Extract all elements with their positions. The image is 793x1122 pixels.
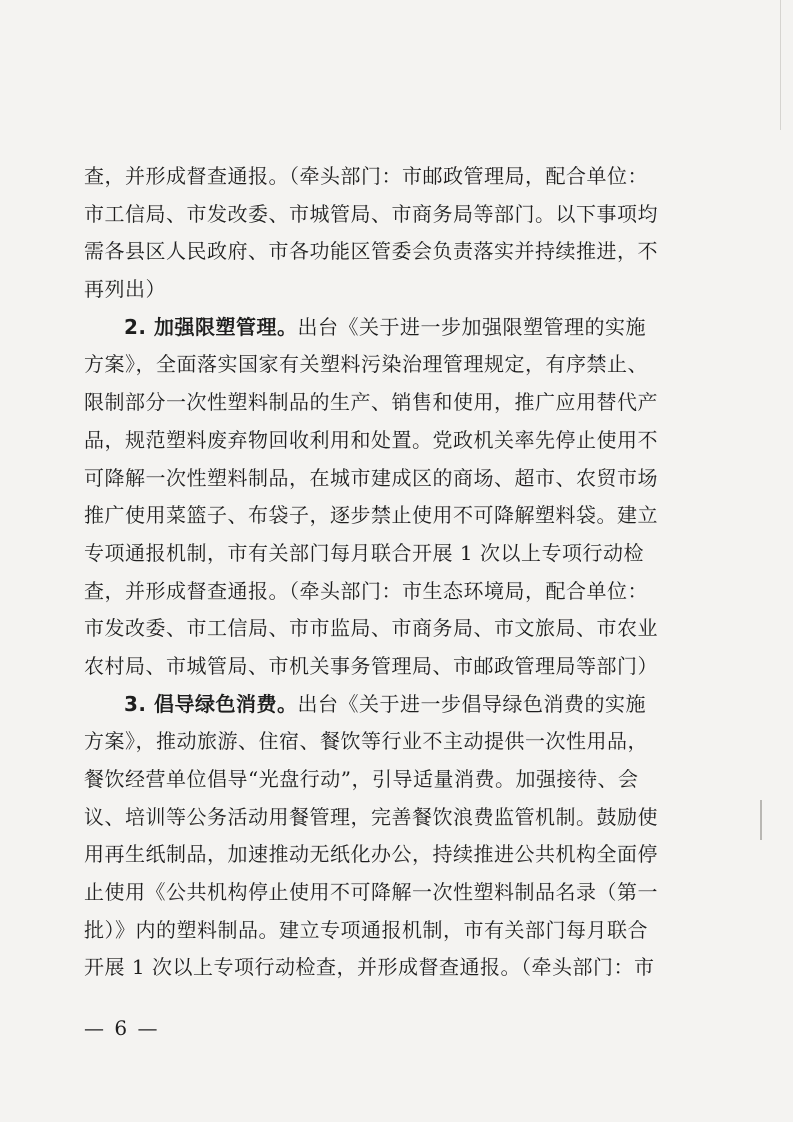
text-line: 限制部分一次性塑料制品的生产、销售和使用，推广应用替代产	[84, 390, 658, 415]
text-line: 专项通报机制，市有关部门每月联合开展 1 次以上专项行动检	[84, 540, 644, 565]
text-line: 查，并形成督查通报。（牵头部门：市邮政管理局，配合单位：	[84, 164, 648, 188]
text-line: 市发改委、市工信局、市市监局、市商务局、市文旅局、市农业	[84, 616, 658, 641]
text-line: 餐饮经营单位倡导“光盘行动”，引导适量消费。加强接待、会	[84, 767, 639, 791]
text-line: 批）》内的塑料制品。建立专项通报机制，市有关部门每月联合	[84, 917, 648, 942]
body-text	[84, 158, 664, 987]
text-line: 推广使用菜篮子、布袋子，逐步禁止使用不可降解塑料袋。建立	[84, 503, 658, 528]
text-line: 议、培训等公务活动用餐管理，完善餐饮浪费监管机制。鼓励使	[84, 804, 658, 829]
text-line: 农村局、市城管局、市机关事务管理局、市邮政管理局等部门）	[84, 653, 658, 678]
scan-edge-mark	[780, 0, 781, 130]
text-line: 开展 1 次以上专项行动检查，并形成督查通报。（牵头部门：市	[84, 955, 655, 980]
text-line: 方案》，推动旅游、住宿、餐饮等行业不主动提供一次性用品，	[84, 729, 648, 754]
text-line: 市工信局、市发改委、市城管局、市商务局等部门。以下事项均	[84, 201, 658, 226]
text-line: 再列出）	[84, 277, 166, 302]
text-line: 方案》，全面落实国家有关塑料污染治理管理规定，有序禁止、	[84, 352, 648, 377]
text-line: 查，并形成督查通报。（牵头部门：市生态环境局，配合单位：	[84, 578, 648, 603]
item3-first-line	[84, 686, 664, 724]
text-line: 用再生纸制品，加速推动无纸化办公，持续推进公共机构全面停	[84, 842, 658, 867]
text-line: 止使用《公共机构停止使用不可降解一次性塑料制品名录（第一	[84, 880, 658, 905]
page-number: — 6 —	[84, 1016, 160, 1040]
item3-heading: 3. 倡导绿色消费。	[124, 691, 298, 716]
item2-first-line	[84, 309, 664, 347]
item3-first-line-text: 出台《关于进一步倡导绿色消费的实施	[297, 691, 646, 716]
text-line: 需各县区人民政府、市各功能区管委会负责落实并持续推进，不	[84, 239, 658, 264]
item2-first-line-text: 出台《关于进一步加强限塑管理的实施	[297, 314, 646, 339]
item2-heading: 2. 加强限塑管理。	[124, 314, 298, 339]
scan-edge-mark	[760, 800, 762, 840]
text-line: 品，规范塑料废弃物回收利用和处置。党政机关率先停止使用不	[84, 427, 658, 452]
text-line: 可降解一次性塑料制品，在城市建成区的商场、超市、农贸市场	[84, 465, 658, 490]
